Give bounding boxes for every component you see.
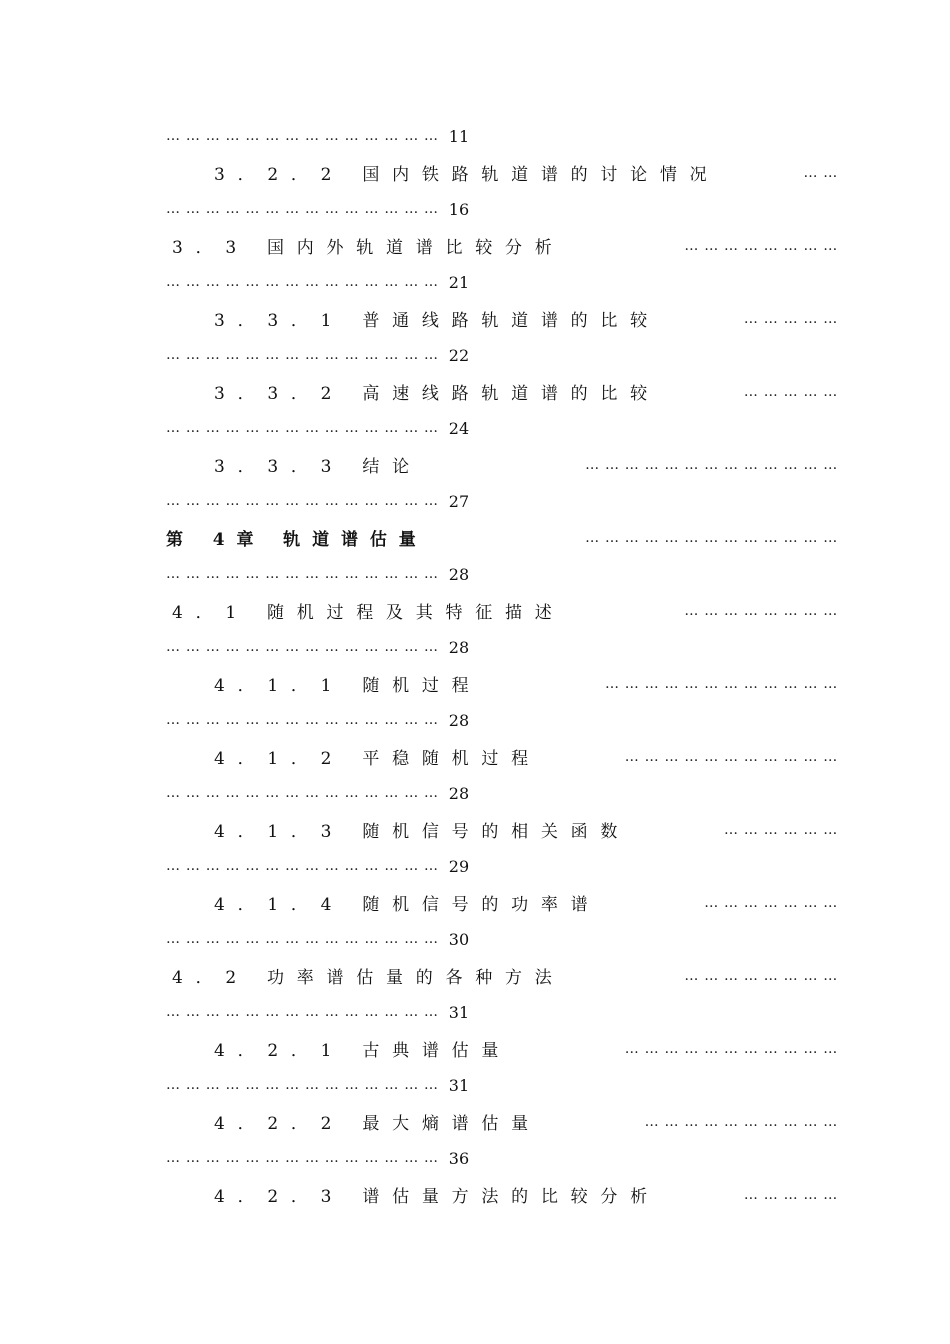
page-number: 27: [448, 491, 470, 511]
dot-leader: … … … … … … … … … … … … … …: [166, 639, 439, 656]
toc-entry-subsection[interactable]: [166, 739, 838, 776]
page-number: 24: [448, 418, 470, 438]
dot-leader: … … … … … … … … … …: [644, 1113, 838, 1130]
toc-entry-title: 4．2 功率谱估量的各种方法: [172, 968, 565, 989]
table-of-contents: [166, 118, 838, 1213]
dot-leader: … … … … … … … …: [684, 967, 838, 984]
dot-leader: … … … … … … … … … … … … …: [585, 456, 838, 473]
dot-leader: … … … … … … … … … … …: [624, 1040, 838, 1057]
toc-entry-subsection[interactable]: [166, 447, 838, 484]
toc-entry-title: 4．1 随机过程及其特征描述: [172, 603, 565, 624]
toc-entry-subsection[interactable]: [166, 155, 838, 192]
page-number: 31: [448, 1002, 470, 1022]
dot-leader: … … … … … … … … … … … … … …: [166, 1004, 439, 1021]
toc-leader-line: [166, 921, 838, 958]
dot-leader: … … … … … … … … … … … … … …: [166, 420, 439, 437]
toc-entry-subsection[interactable]: [166, 1031, 838, 1068]
toc-leader-line: [166, 410, 838, 447]
dot-leader: … … … … … … … … … … … … … …: [166, 493, 439, 510]
toc-entry-title: 4．1．1 随机过程: [214, 676, 482, 697]
page-number: 29: [448, 856, 470, 876]
page-number: 16: [448, 199, 470, 219]
toc-leader-line: [166, 629, 838, 666]
page-number: 21: [448, 272, 470, 292]
toc-entry-title: 3．2．2 国内铁路轨道谱的讨论情况: [214, 165, 720, 186]
toc-entry-section[interactable]: [166, 228, 838, 265]
toc-entry-section[interactable]: [166, 593, 838, 630]
toc-entry-subsection[interactable]: [166, 374, 838, 411]
dot-leader: … … … … … … … … … … … … … …: [166, 347, 439, 364]
toc-entry-title: 4．2．2 最大熵谱估量: [214, 1114, 541, 1135]
page-number: 30: [448, 929, 470, 949]
toc-entry-title: 4．2．3 谱估量方法的比较分析: [214, 1187, 660, 1208]
page-number: 31: [448, 1075, 470, 1095]
page-number: 28: [448, 783, 470, 803]
dot-leader: … … … … …: [743, 310, 838, 327]
dot-leader: … … … … … … … … … … … … …: [585, 529, 838, 546]
page-number: 36: [448, 1148, 470, 1168]
page-number: 22: [448, 345, 470, 365]
dot-leader: … … … … … … … … … … … … … …: [166, 128, 439, 145]
dot-leader: … … … … … … … … … … … … … …: [166, 274, 439, 291]
toc-entry-title: 第 4章 轨道谱估量: [166, 530, 428, 551]
dot-leader: … … … … … … … … … … … … … …: [166, 566, 439, 583]
toc-entry-title: 4．1．2 平稳随机过程: [214, 749, 541, 770]
toc-entry-title: 3．3．1 普通线路轨道谱的比较: [214, 311, 660, 332]
toc-leader-line: [166, 556, 838, 593]
dot-leader: … … … … …: [743, 1186, 838, 1203]
dot-leader: … … … … … … … … … … … … … …: [166, 1150, 439, 1167]
toc-entry-title: 3．3．3 结论: [214, 457, 422, 478]
dot-leader: … … … … … … … … … … … … … …: [166, 1077, 439, 1094]
toc-leader-line: [166, 1140, 838, 1177]
toc-entry-subsection[interactable]: [166, 812, 838, 849]
dot-leader: … … … … …: [743, 383, 838, 400]
toc-entry-subsection[interactable]: [166, 666, 838, 703]
toc-leader-line: [166, 337, 838, 374]
toc-leader-line: [166, 994, 838, 1031]
toc-entry-title: 3．3 国内外轨道谱比较分析: [172, 238, 565, 259]
toc-entry-subsection[interactable]: [166, 885, 838, 922]
toc-leader-line: [166, 848, 838, 885]
toc-entry-title: 4．1．4 随机信号的功率谱: [214, 895, 601, 916]
dot-leader: … … … … … … … … … … … … … …: [166, 931, 439, 948]
toc-leader-line: [166, 483, 838, 520]
dot-leader: … … … … … … … … … … … … … …: [166, 201, 439, 218]
dot-leader: … … … … … … … … … … … …: [604, 675, 838, 692]
dot-leader: … … … … … … … … … … …: [624, 748, 838, 765]
toc-entry-section[interactable]: [166, 958, 838, 995]
toc-entry-subsection[interactable]: [166, 301, 838, 338]
toc-leader-line: [166, 1067, 838, 1104]
toc-entry-title: 4．2．1 古典谱估量: [214, 1041, 512, 1062]
page-number: 28: [448, 637, 470, 657]
toc-leader-line: [166, 775, 838, 812]
dot-leader: … … … … … …: [724, 821, 838, 838]
toc-leader-line: [166, 264, 838, 301]
dot-leader: … … … … … … …: [704, 894, 838, 911]
toc-leader-line: [166, 118, 838, 155]
dot-leader: … …: [803, 164, 838, 181]
dot-leader: … … … … … … … … … … … … … …: [166, 858, 439, 875]
toc-entry-title: 3．3．2 高速线路轨道谱的比较: [214, 384, 660, 405]
dot-leader: … … … … … … … … … … … … … …: [166, 712, 439, 729]
dot-leader: … … … … … … … … … … … … … …: [166, 785, 439, 802]
toc-entry-title: 4．1．3 随机信号的相关函数: [214, 822, 631, 843]
toc-entry-subsection[interactable]: [166, 1177, 838, 1214]
dot-leader: … … … … … … … …: [684, 237, 838, 254]
page-number: 28: [448, 564, 470, 584]
toc-entry-subsection[interactable]: [166, 1104, 838, 1141]
page-number: 11: [448, 126, 470, 146]
page-number: 28: [448, 710, 470, 730]
toc-entry-chapter[interactable]: [166, 520, 838, 557]
dot-leader: … … … … … … … …: [684, 602, 838, 619]
toc-leader-line: [166, 191, 838, 228]
toc-leader-line: [166, 702, 838, 739]
